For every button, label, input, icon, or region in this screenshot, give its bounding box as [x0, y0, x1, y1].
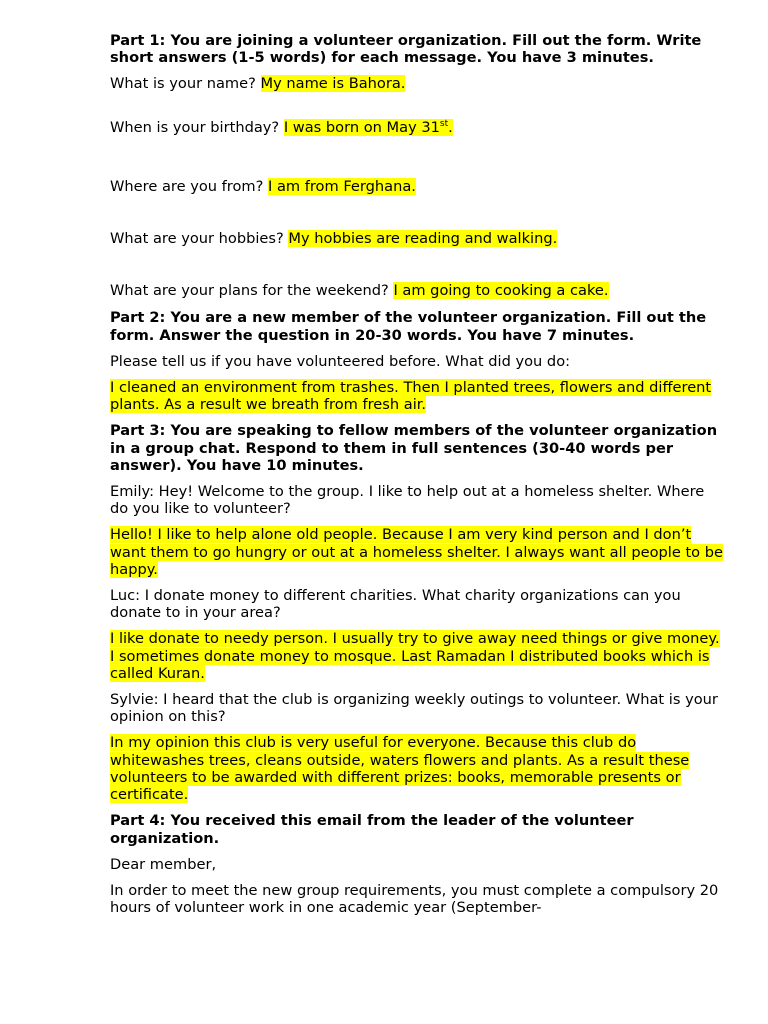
part2-question: Please tell us if you have volunteered before. What did you do:	[110, 352, 571, 370]
email-body: In order to meet the new group requirements, you must complete a compulsory 20 hours of volunteer work in one academic year (September-	[110, 881, 719, 917]
q1-line	[110, 75, 725, 92]
q2-line	[110, 119, 725, 136]
emily-answer: Hello! I like to help alone old people. Because I am very kind person and I don’t want them to go hungry or out at a homeless shelter. I always want all people to be happy.	[110, 526, 723, 578]
document-page	[110, 32, 725, 916]
q1-question: What is your name?	[110, 75, 261, 93]
q3-answer: I am from Ferghana.	[268, 177, 416, 195]
sylvie-message: Sylvie: I heard that the club is organizing weekly outings to volunteer. What is your opinion on this?	[110, 691, 718, 726]
emily-answer-block	[110, 526, 725, 578]
q1-answer: My name is Bahora.	[260, 75, 406, 93]
part1-heading: Part 1: You are joining a volunteer organization. Fill out the form. Write short answers (1-5 words) for each message. You have 3 minutes.	[110, 32, 702, 67]
q2-question: When is your birthday?	[110, 118, 284, 136]
luc-message: Luc: I donate money to different charities. What charity organizations can you donate to in your area?	[110, 587, 681, 622]
emily-message: Emily: Hey! Welcome to the group. I like to help out at a homeless shelter. Where do you like to volunteer?	[110, 483, 705, 518]
q4-line	[110, 230, 725, 247]
q5-answer: I am going to cooking a cake.	[393, 282, 609, 300]
luc-answer-block	[110, 630, 725, 682]
q2-answer	[284, 119, 453, 136]
luc-answer: I like donate to needy person. I usually try to give away need things or give money. I sometimes donate money to mosque. Last Ramadan I distributed books which is called Kuran.	[110, 630, 720, 682]
part2-answer: I cleaned an environment from trashes. Then I planted trees, flowers and different plants. As a result we breath from fresh air.	[110, 379, 712, 414]
email-greeting: Dear member,	[110, 855, 217, 873]
q4-answer: My hobbies are reading and walking.	[288, 230, 558, 248]
part3-heading: Part 3: You are speaking to fellow members of the volunteer organization in a group chat. Respond to them in full sentences (30-40 words per answer). You have 10 minutes.	[110, 422, 718, 474]
part2-heading: Part 2: You are a new member of the volunteer organization. Fill out the form. Answer the question in 20-30 words. You have 7 minutes.	[110, 309, 707, 344]
sylvie-answer-block	[110, 734, 725, 803]
q5-question: What are your plans for the weekend?	[110, 282, 394, 300]
q2-answer-superscript: st	[439, 118, 449, 129]
sylvie-answer: In my opinion this club is very useful for everyone. Because this club do whitewashes trees, cleans outside, waters flowers and plants. As a result these volunteers to be awarded with different prizes: books, memorable presents or certificate.	[110, 734, 690, 804]
part4-heading: Part 4: You received this email from the leader of the volunteer organization.	[110, 812, 634, 847]
q3-line	[110, 178, 725, 195]
q4-question: What are your hobbies?	[110, 230, 289, 248]
q2-answer-main: I was born on May 31	[283, 118, 440, 136]
q2-answer-end: .	[448, 118, 453, 136]
q3-question: Where are you from?	[110, 177, 268, 195]
part2-answer-block	[110, 379, 725, 413]
q5-line	[110, 282, 725, 299]
